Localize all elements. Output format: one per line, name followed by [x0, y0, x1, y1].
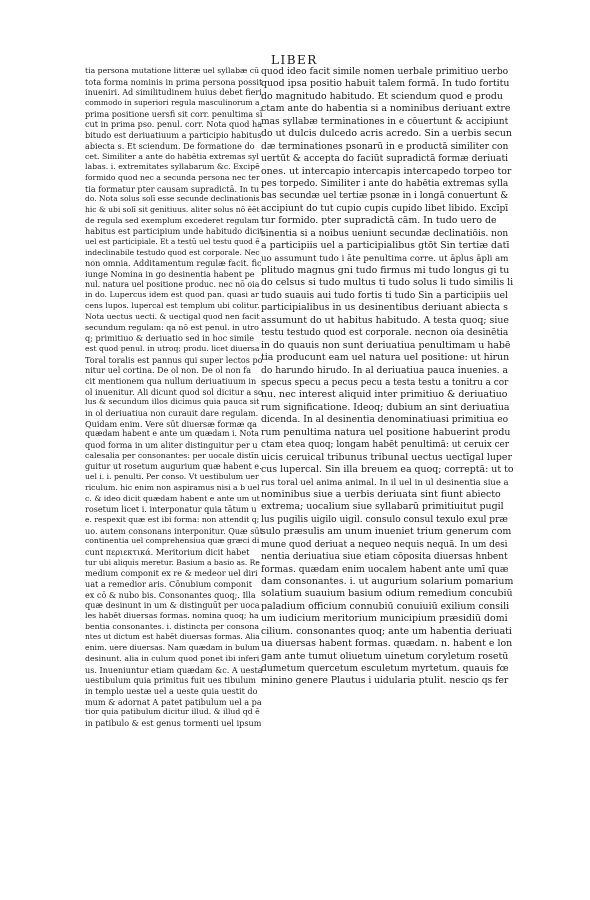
- text-line: cunt περιεκτικά. Meritorium dicit habet: [85, 546, 250, 557]
- text-line: quædam habent e ante um quædam i. Nota: [85, 429, 259, 439]
- text-line: quod forma in um aliter distinguitur per u: [85, 440, 258, 451]
- text-line: guitur ut rosetum augurium quæ habent e.: [85, 461, 262, 472]
- text-line: commodo in superiori regula masculinorum a: [85, 98, 260, 108]
- text-line: dæ terminationes psonarū in e productā similiter con: [261, 141, 509, 152]
- text-line: lus & secundum illos dicimus quia pauca sit: [85, 397, 260, 407]
- text-line: tur ubi aliquis meretur. Basium a basio as. Re: [85, 557, 260, 567]
- text-line: nul. natura uel positione produc. nec nō oia: [85, 279, 260, 289]
- text-line: do. Nota solus solī esse secunde declinationis: [85, 194, 260, 204]
- text-line: cus lupercal. Sin illa breuem ea quoq; correptā: ut to: [261, 464, 513, 475]
- text-line: uel i. i. penulti. Per conso. Vt uestibulum uer: [85, 472, 259, 482]
- text-line: in patibulo & est genus tormenti uel ipsum: [85, 717, 262, 728]
- text-line: cut in prima pso. penul. corr. Nota quod ha: [85, 119, 263, 130]
- text-line: cilium. consonantes quoq; ante um habentia deriuati: [261, 625, 512, 637]
- text-line: do ut dulcis dulcedo acris acredo. Sin a uerbis secun: [261, 128, 512, 140]
- text-line: nentia deriuatiua siue etiam cōposita diuersas hnbent: [261, 552, 508, 563]
- text-line: testu testudo quod est corporale. necnon oia desinētia: [261, 328, 509, 339]
- text-line: tia producunt eam uel natura uel positione: ut hirun: [261, 352, 510, 364]
- text-line: formido quod nec a secunda persona nec ter: [85, 172, 260, 182]
- text-line: uertūt & accepta do faciūt supradictā formæ deriuati: [261, 154, 509, 165]
- text-line: Quidam enim. Vere sūt diuersæ formæ qa: [85, 418, 257, 429]
- text-line: q; primitiuo & deriuatio sed in hoc simile: [85, 333, 255, 344]
- text-line: les habēt diuersas formas. nomina quoq; ha: [85, 611, 259, 621]
- text-line: c. & ideo dicit quædam habent e ante um ut: [85, 493, 260, 503]
- text-line: riculum. hic enim non aspiramus nisi a b uel: [85, 482, 260, 492]
- text-line: extrema; uocalium siue syllabarū primitiuitut pugil: [261, 501, 504, 513]
- text-line: ol inuenitur. Ali dicunt quod sol dicitur a so: [85, 386, 263, 397]
- text-line: rum significatione. Ideoq; dubium an sint deriuatiua: [261, 401, 510, 413]
- text-line: uel est participiale. Et a testū uel testu quod ē: [85, 237, 260, 246]
- text-line: quod ideo facit simile nomen uerbale primitiuo uerbo: [261, 67, 509, 77]
- text-line: mas syllabæ terminationes in e cōuertunt & accipiunt: [261, 116, 509, 127]
- text-line: dicenda. In al desinentia denominatiuasi primitiua eo: [261, 415, 509, 426]
- text-line: bitudo est deriuatiuum a participio habitus: [85, 130, 262, 141]
- text-line: ntes ut dictum est habēt diuersas formas. Alia: [85, 632, 260, 642]
- text-line: us. Inueniuntur etiam quædam &c. A uesta: [85, 664, 263, 675]
- text-line: nitur uel cortina. De ol non. De ol non fa: [85, 365, 252, 376]
- text-line: quod ipsa positio habuit talem formā. In tudo fortitu: [261, 78, 510, 90]
- text-line: ones. ut intercapio intercapis intercapedo torpeo tor: [261, 165, 512, 177]
- running-head: LIBER: [271, 53, 318, 67]
- text-line: specus specu a pecus pecu a testa testu a tonitru a cor: [261, 377, 509, 388]
- text-line: mum & adornat A patet patibulum uel a pa: [85, 696, 262, 707]
- text-line: lus pugilis uigilo uigil. consulo consul texulo exul præ: [261, 514, 508, 525]
- text-line: tia persona mutatione litteræ uel syllabæ cū: [85, 66, 260, 75]
- text-line: tudo suauis aui tudo fortis ti tudo Sin a participiis uel: [261, 290, 508, 301]
- text-line: cet. Similiter a ante do habētia extremas syl: [85, 151, 259, 161]
- text-line: pes torpedo. Similiter i ante do habētia extremas sylla: [261, 178, 509, 189]
- text-line: e. respexit quæ est ibi forma: non attendit q;: [85, 514, 260, 524]
- text-line: minino genere Plautus i uidularia ptulit. nescio qs fer: [261, 676, 509, 687]
- text-line: tia formatur pter causam supradictā. In tu: [85, 183, 260, 194]
- text-line: plitudo magnus gni tudo firmus mi tudo longus gi tu: [261, 265, 510, 276]
- text-line: mune quod deriuat a nequeo nequis nequā. In um desi: [261, 539, 508, 550]
- text-line: uicis ceruical tribunus tribunal uectus uectīgal luper: [261, 451, 512, 463]
- text-line: uat a remedior aris. Cōnubium componit: [85, 579, 252, 589]
- text-line: dam consonantes. i. ut augurium solarium pomarium: [261, 575, 513, 587]
- text-line: indeclinabile testudo quod est corporale. Nec: [85, 247, 260, 257]
- text-line: do magnitudo habitudo. Et sciendum quod e produ: [261, 90, 503, 102]
- text-line: bas secundæ uel tertiæ psonæ in i longā conuertunt &: [261, 191, 509, 202]
- text-line: nu. nec interest aliquid inter primitiuo & deriuatiuo: [261, 389, 508, 401]
- text-line: ex cō & nubo bis. Consonantes quoq;. Illa: [85, 589, 256, 600]
- text-line: Toral toralis est pannus qui super lectos po: [85, 354, 263, 365]
- text-line: a participiis uel a participialibus gtōt Sin tertiæ datī: [261, 240, 510, 252]
- text-line: iunge Nomina in go desinentia habent pe: [85, 269, 255, 280]
- main-text-column: [261, 66, 513, 688]
- text-line: inueniri. Ad similitudinem huius debet fieri: [85, 87, 262, 98]
- text-line: ctam ante do habentia si a nominibus deriuant extre: [261, 103, 511, 115]
- text-line: formas. quædam enim uocalem habent ante umī quæ: [261, 564, 509, 575]
- text-line: in templo uestæ uel a ueste quia uestit do: [85, 685, 258, 696]
- text-line: nominibus siue a uerbis deriuata sint fiunt abiecto: [261, 488, 501, 500]
- text-line: uo assumunt tudo i āte penultima corre. ut āplus āpli am: [261, 253, 509, 264]
- text-line: do harundo hirudo. In al deriuatiua pauca inuenies. a: [261, 365, 508, 376]
- text-line: tota forma nominis in prima persona possit: [85, 76, 263, 87]
- text-line: solatium suauium basium odium remedium concubiū: [261, 588, 513, 600]
- text-line: sulo præsulis am unum inueniet trium generum com: [261, 526, 512, 538]
- text-line: tior quia patibulum dicitur illud. & illud qd ē: [85, 707, 260, 717]
- text-line: gam ante tumut oliuetum uinetum coryletum rosetū: [261, 650, 509, 662]
- text-line: continentia uel comprehensiua quæ græci di: [85, 536, 260, 546]
- text-line: desinunt. alia in culum quod ponet ibi inferi: [85, 653, 260, 663]
- text-line: dumetum quercetum esculetum myrtetum. quauis fœ: [261, 664, 509, 674]
- text-line: rosetum licet i. interponatur quia tātum u: [85, 504, 257, 515]
- text-line: est quod penul. in utroq; produ. licet diuersa: [85, 343, 260, 353]
- text-line: labas. i. extremitates syllabarum &c. Excipē: [85, 162, 260, 172]
- text-line: in ol deriuatiua non curauit dare regulam.: [85, 408, 259, 418]
- text-line: abiecta s. Et sciendum. De formatione do: [85, 140, 255, 151]
- text-line: medium componit ex re & medeor uel diri: [85, 568, 258, 579]
- text-line: sinentia si a noibus ueniunt secundæ declinatiōis. non: [261, 228, 509, 239]
- text-line: secundum regulam: qa nō est penul. in utro: [85, 322, 259, 332]
- text-line: accipiunt do tut cupio cupis cupido libet libido. Excīpī: [261, 203, 509, 214]
- text-line: hic & ubi solī sit genitiuus. aliter solus nō ēēt: [85, 204, 260, 214]
- text-line: habitus est participium unde habitudo dicit: [85, 226, 263, 237]
- text-line: tur formido. pter supradictā cām. In tudo uero de: [261, 215, 497, 227]
- text-line: de regula sed exemplum excederet regulam: [85, 215, 259, 225]
- text-line: uestibulum quia primitus fuit ues tibulum: [85, 675, 256, 686]
- text-line: non omnia. Additamentum regulæ facit. fic: [85, 258, 262, 269]
- text-line: Nota uectus uecti. & uectigal quod nen facit: [85, 311, 260, 321]
- text-line: in do. Lupercus idem est quod pan. quasi ar: [85, 290, 259, 300]
- text-line: prima positione uersfi sit corr. penultima sī: [85, 108, 263, 119]
- text-line: uo. autem consonans interponitur. Quæ sūt: [85, 525, 263, 536]
- text-line: in do quauis non sunt deriuatiua penultimam u habē: [261, 339, 511, 351]
- text-line: assumunt do ut habitus habitudo. A testa quoq; siue: [261, 314, 509, 326]
- text-line: paladium officium connubiū conuiuiū exilium consili: [261, 600, 510, 612]
- text-line: quæ desinunt in um & distinguūt per uoca: [85, 600, 260, 611]
- text-line: enim. uere diuersas. Nam quædam in bulum: [85, 643, 260, 653]
- text-line: rus toral uel anima animal. In il uel in ul desinentia siue a: [261, 477, 509, 488]
- text-line: do celsus si tudo multus ti tudo solus li tudo similis li: [261, 277, 513, 289]
- text-line: cens lupos. lupercal est templum ubi colitur.: [85, 301, 260, 311]
- text-line: bentia consonantes. i. distincta per consona: [85, 621, 260, 631]
- text-line: rum penultima natura uel positione habuerint produ: [261, 426, 511, 438]
- text-line: participialibus in us desinentibus deriuant abiecta s: [261, 302, 508, 314]
- commentary-column: [85, 66, 263, 729]
- text-line: cit mentionem qua nullum deriuatiuum in: [85, 375, 257, 386]
- text-line: ua diuersas habent formas. quædam. n. habent e lon: [261, 638, 513, 650]
- text-line: calesalia per consonantes: per uocale distīn: [85, 450, 259, 460]
- text-line: ctam etea quoq; longam habēt penultimā: ut ceruix cer: [261, 440, 510, 451]
- text-line: um iudicium meritorium municipium præsidiū domi: [261, 613, 508, 625]
